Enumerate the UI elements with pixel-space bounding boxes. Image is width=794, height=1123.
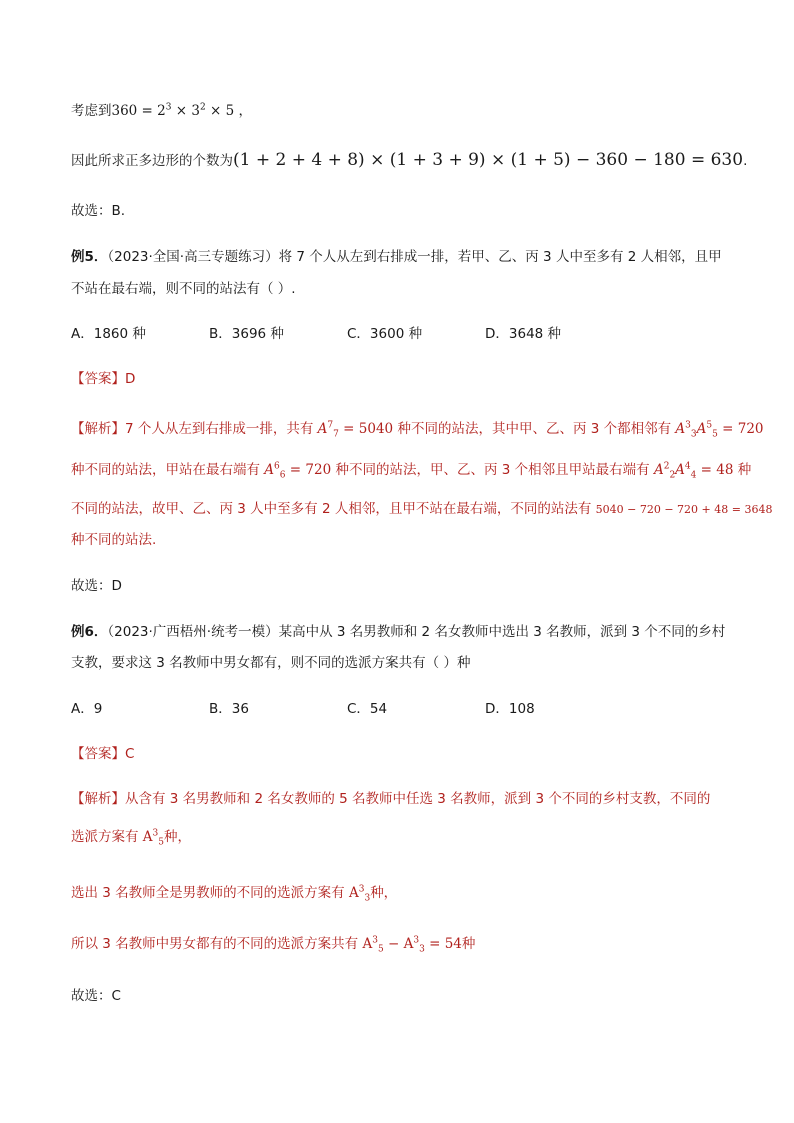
example-5-answer: 【答案】D [71,371,136,387]
text: 因此所求正多边形的个数为 [71,153,233,169]
example-label: 例6． [71,624,108,640]
option-c: C．54 [347,701,388,717]
example-5-question-line1: 例5．（2023·全国·高三专题练习）将 7 个人从左到右排成一排，若甲、乙、丙 3 人中至多有 2 人相邻，且甲 [71,249,722,265]
example-5-solution-line2: 种不同的站法，甲站在最右端有 $A^6_6 = 720$ 种不同的站法，甲、乙、丙 3 个相邻且甲站最右端有 $A^2_2A^4_4 = 48$ 种 [71,461,752,481]
solution-tag: 【解析】 [71,421,125,437]
example-5-solution-line1: 【解析】7 个人从左到右排成一排，共有 $A^7_7 = 5040$ 种不同的站法，其中甲、乙、丙 3 个都相邻有 $A^3_3A^5_5 = 720$ [71,420,764,440]
option-a: A．9 [71,701,103,717]
text: 考虑到 [71,103,112,119]
example-6-answer: 【答案】C [71,746,135,762]
example-5-final: 故选：D [71,578,122,594]
solution-tag: 【解析】 [71,791,125,807]
example-6-solution-line3: 选出 3 名教师全是男教师的不同的选派方案有 $A^3_3$种， [71,884,398,904]
formula: $360 = 2^3 \times 3^2 \times 5$ [111,102,235,119]
example-5-solution-line4: 种不同的站法. [71,532,157,548]
example-label: 例5． [71,249,108,265]
option-b: B．3696 种 [209,326,284,342]
option-c: C．3600 种 [347,326,423,342]
example-6-options [71,699,734,719]
example-6-solution-line2: 选派方案有 $A^3_5$种， [71,828,192,848]
paragraph-factorization: 考虑到$360 = 2^3 \times 3^2 \times 5$ ， [71,102,252,119]
example-6-question-line1: 例6．（2023·广西梧州·统考一模）某高中从 3 名男教师和 2 名女教师中选出 3 名教师，派到 3 个不同的乡村 [71,624,726,640]
option-b: B．36 [209,701,249,717]
option-d: D．3648 种 [485,326,562,342]
answer-choice-prev: 故选：B. [71,203,126,219]
example-5-solution-line3: 不同的站法，故甲、乙、丙 3 人中至多有 2 人相邻，且甲不站在最右端，不同的站法有 5040 − 720 − 720 + 48 = 3648 [71,501,773,517]
example-6-final: 故选：C [71,988,121,1004]
paragraph-polygon-count: 因此所求正多边形的个数为(1 + 2 + 4 + 8) × (1 + 3 + 9) × (1 + 5) − 360 − 180 = 630. [71,150,748,170]
example-6-solution-line4: 所以 3 名教师中男女都有的不同的选派方案共有 $A^3_5 - A^3_3 = 54$种 [71,935,476,955]
option-d: D．108 [485,701,535,717]
example-6-question-line2: 支教，要求这 3 名教师中男女都有，则不同的选派方案共有（ ）种 [71,655,471,671]
example-6-solution-line1: 【解析】从含有 3 名男教师和 2 名女教师的 5 名教师中任选 3 名教师，派到 3 个不同的乡村支教，不同的 [71,791,711,807]
formula: (1 + 2 + 4 + 8) × (1 + 3 + 9) × (1 + 5) − 360 − 180 = 630 [233,150,744,170]
example-5-options [71,324,734,344]
example-5-question-line2: 不站在最右端，则不同的站法有（ ）. [71,281,296,297]
option-a: A．1860 种 [71,326,146,342]
